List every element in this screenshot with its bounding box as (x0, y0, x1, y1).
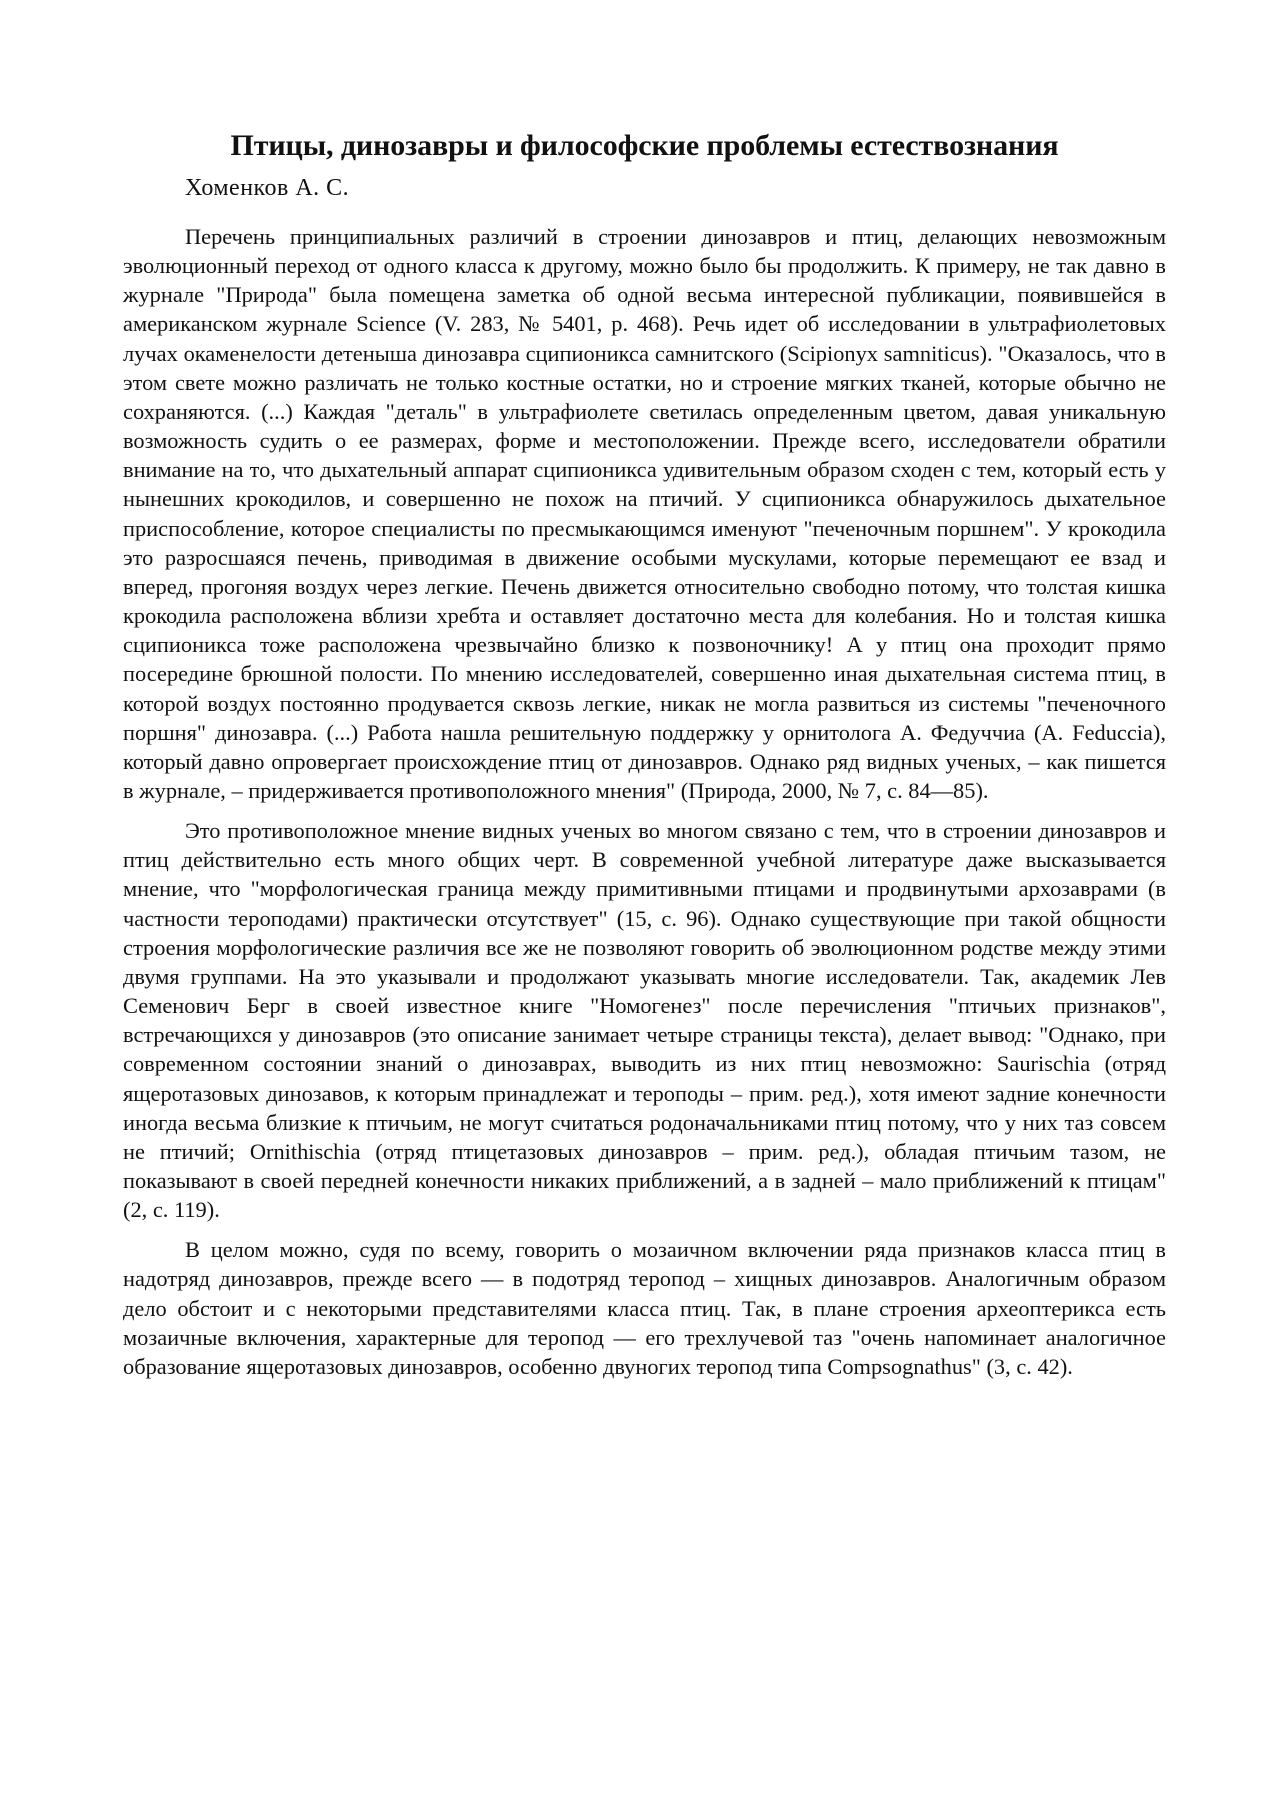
paragraph-2: Это противоположное мнение видных ученых во многом связано с тем, что в строении динозавров и птиц действительно есть много общих черт. В современной учебной литературе даже высказывается мнение, что "морфологическая граница между примитивными птицами и продвинутыми архозаврами (в частности тероподами) практически отсутствует" (15, с. 96). Однако существующие при такой общности строения морфологические различия все же не позволяют говорить об эволюционном родстве между этими двумя группами. На это указывали и продолжают указывать многие исследователи. Так, академик Лев Семенович Берг в своей известное книге "Номогенез" после перечисления "птичьих признаков", встречающихся у динозавров (это описание занимает четыре страницы текста), делает вывод: "Однако, при современном состоянии знаний о динозаврах, выводить из них птиц невозможно: Saurischia (отряд ящеротазовых динозавов, к которым принадлежат и тероподы – прим. ред.), хотя имеют задние конечности иногда весьма близкие к птичьим, не могут считаться родоначальниками птиц потому, что у них таз совсем не птичий; Ornithischia (отряд птицетазовых динозавров – прим. ред.), обладая птичьим тазом, не показывают в своей передней конечности никаких приближений, а в задней – мало приближений к птицам" (2, с. 119). (123, 818, 1166, 1223)
paragraph-1: Перечень принципиальных различий в строении динозавров и птиц, делающих невозможным эволюционный переход от одного класса к другому, можно было бы продолжить. К примеру, не так давно в журнале "Природа" была помещена заметка об одной весьма интересной публикации, появившейся в американском журнале Science (V. 283, № 5401, p. 468). Речь идет об исследовании в ультрафиолетовых лучах окаменелости детеныша динозавра сципионикса самнитского (Scipionyx samniticus). "Оказалось, что в этом свете можно различать не только костные остатки, но и строение мягких тканей, которые обычно не сохраняются. (...) Каждая "деталь" в ультрафиолете светилась определенным цветом, давая уникальную возможность судить о ее размерах, форме и местоположении. Прежде всего, исследователи обратили внимание на то, что дыхательный аппарат сципионикса удивительным образом сходен с тем, который есть у нынешних крокодилов, и совершенно не похож на птичий. У сципионикса обнаружилось дыхательное приспособление, которое специалисты по пресмыкающимся именуют "печеночным поршнем". У крокодила это разросшаяся печень, приводимая в движение особыми мускулами, которые перемещают ее взад и вперед, прогоняя воздух через легкие. Печень движется относительно свободно потому, что толстая кишка крокодила расположена вблизи хребта и оставляет достаточно места для колебания. Но и толстая кишка сципионикса тоже расположена чрезвычайно близко к позвоночнику! А у птиц она проходит прямо посередине брюшной полости. По мнению исследователей, совершенно иная дыхательная система птиц, в которой воздух постоянно продувается сквозь легкие, никак не могла развиться из системы "печеночного поршня" динозавра. (...) Работа нашла решительную поддержку у орнитолога А. Федуччиа (A. Feduccia), который давно опровергает происхождение птиц от динозавров. Однако ряд видных ученых, – как пишется в журнале, – придерживается противоположного мнения" (Природа, 2000, № 7, с. 84—85). (123, 224, 1166, 803)
paragraph-3: В целом можно, судя по всему, говорить о мозаичном включении ряда признаков класса птиц в надотряд динозавров, прежде всего — в подотряд теропод – хищных динозавров. Аналогичным образом дело обстоит и с некоторыми представителями класса птиц. Так, в плане строения археоптерикса есть мозаичные включения, характерные для теропод — его трехлучевой таз "очень напоминает аналогичное образование ящеротазовых динозавров, особенно двуногих теропод типа Compsognathus" (3, с. 42). (123, 1237, 1166, 1379)
document-author: Хоменков А. С. (185, 175, 350, 201)
document-title: Птицы, динозавры и философские проблемы естествознания (230, 129, 1059, 162)
document-page (123, 128, 1166, 1392)
